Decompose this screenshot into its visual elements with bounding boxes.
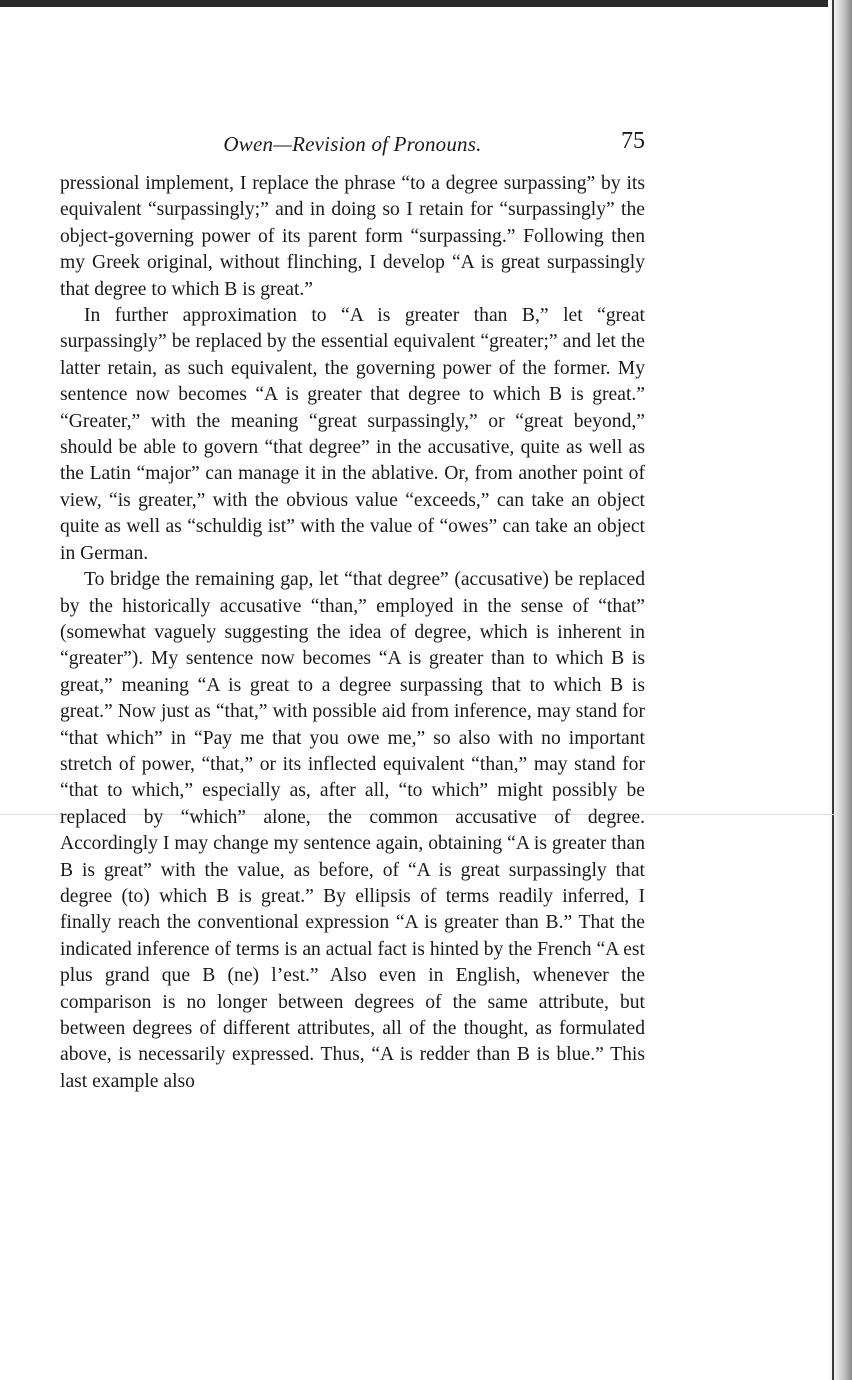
book-page xyxy=(60,128,645,1095)
paragraph-approximation: In further approximation to “A is greater than B,” let “great surpassingly” be replaced by the essential equivalent “greater;” and let the latter retain, as such equivalent, the governing power of the former. My sentence now becomes “A is greater that degree to which B is great.” “Greater,” with the meaning “great surpassingly,” or “great beyond,” should be able to govern “that degree” in the accusative, quite as well as the Latin “major” can manage it in the ablative. Or, from another point of view, “is greater,” with the obvious value “exceeds,” can take an object quite as well as “schuldig ist” with the value of “owes” can take an object in German. xyxy=(60,305,645,564)
scan-right-edge-line xyxy=(832,0,834,1380)
page-number: 75 xyxy=(621,128,645,154)
running-title: Owen—Revision of Pronouns. xyxy=(223,132,482,156)
running-head xyxy=(60,128,645,162)
scan-top-edge xyxy=(0,0,852,7)
body-text xyxy=(60,171,645,1095)
paragraph-bridge-gap: To bridge the remaining gap, let “that degree” (accusative) be replaced by the historically accusative “than,” employed in the sense of “that” (somewhat vaguely suggesting the idea of degree, which is inherent in “greater”). My sentence now becomes “A is greater than to which B is great,” meaning “A is great to a degree surpassing that to which B is great.” Now just as “that,” with possible aid from inference, may stand for “that which” in “Pay me that you owe me,” so also with no important stretch of power, “that,” or its inflected equivalent “than,” may stand for “that to which,” especially as, after all, “to which” might possibly be replaced by “which” alone, the common accusative of degree. Accordingly I may change my sentence again, obtaining “A is greater than B is great” with the value, as before, of “A is great surpassingly that degree (to) which B is great.” By ellipsis of terms readily inferred, I finally reach the conventional expression “A is greater than B.” That the indicated inference of terms is an actual fact is hinted by the French “A est plus grand que B (ne) l’est.” Also even in English, whenever the comparison is no longer between degrees of the same attribute, but between degrees of different attributes, all of the thought, as formulated above, is necessarily expressed. Thus, “A is redder than B is blue.” This last example also xyxy=(60,569,645,1092)
paragraph-continued: pressional implement, I replace the phrase “to a degree surpassing” by its equivalent “surpassingly;” and in doing so I retain for “surpassingly” the object-governing power of its parent form “surpassing.” Following then my Greek original, without flinching, I develop “A is great surpassingly that degree to which B is great.” xyxy=(60,173,645,300)
